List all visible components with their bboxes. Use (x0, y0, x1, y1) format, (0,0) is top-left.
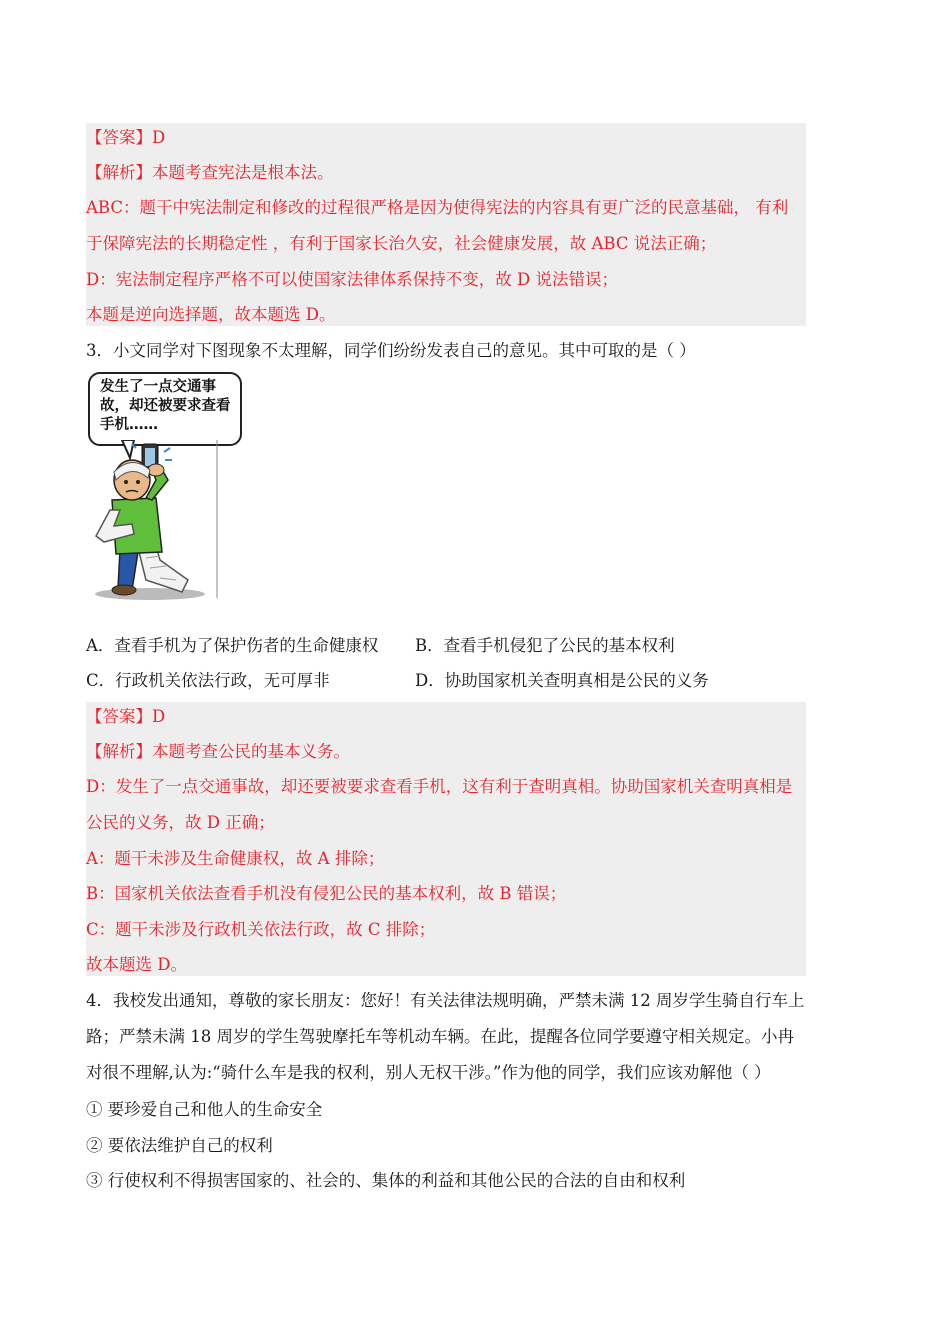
analysis-line: D：发生了一点交通事故，却还要被要求查看手机，这有利于查明真相。协助国家机关查明真相是 (86, 777, 793, 796)
analysis-line: D：宪法制定程序严格不可以使国家法律体系保持不变，故 D 说法错误； (86, 270, 618, 289)
answer-label: 【答案】D (86, 707, 166, 726)
question-stem: 对很不理解,认为:“骑什么车是我的权利，别人无权干涉。”作为他的同学，我们应该劝解他（ ） (86, 1063, 771, 1082)
answer-label: 【答案】D (86, 128, 166, 147)
question-stem: 4．我校发出通知，尊敬的家长朋友：您好！有关法律法规明确，严禁未满 12 周岁学生骑自行车上 (86, 991, 805, 1010)
statement-item: ② 要依法维护自己的权利 (86, 1136, 273, 1155)
statement-item: ③ 行使权利不得损害国家的、社会的、集体的利益和其他公民的合法的自由和权利 (86, 1171, 686, 1190)
option-a: A．查看手机为了保护伤者的生命健康权 (86, 636, 379, 655)
question-stem: 3．小文同学对下图现象不太理解，同学们纷纷发表自己的意见。其中可取的是（ ） (86, 341, 696, 360)
statement-item: ① 要珍爱自己和他人的生命安全 (86, 1100, 323, 1119)
answer-box-q2 (86, 123, 806, 326)
analysis-line: 公民的义务，故 D 正确； (86, 813, 275, 832)
analysis-line: 本题是逆向选择题，故本题选 D。 (86, 305, 336, 324)
analysis-line: 于保障宪法的长期稳定性 ，有利于国家长治久安，社会健康发展，故 ABC 说法正确； (86, 234, 717, 253)
option-d: D．协助国家机关查明真相是公民的义务 (415, 671, 709, 690)
option-c: C．行政机关依法行政，无可厚非 (86, 671, 330, 690)
injured-man-illustration (90, 440, 225, 602)
question-stem: 路；严禁未满 18 周岁的学生驾驶摩托车等机动车辆。在此，提醒各位同学要遵守相关规定。小冉 (86, 1027, 794, 1046)
analysis-line: 故本题选 D。 (86, 955, 187, 974)
speech-bubble-text: 发生了一点交通事故，却还被要求查看手机…… (100, 379, 231, 433)
analysis-line: A：题干未涉及生命健康权，故 A 排除； (86, 849, 385, 868)
analysis-line: C：题干未涉及行政机关依法行政，故 C 排除； (86, 920, 436, 939)
analysis-title: 【解析】本题考查宪法是根本法。 (86, 163, 334, 182)
analysis-line: ABC：题干中宪法制定和修改的过程很严格是因为使得宪法的内容具有更广泛的民意基础， 有利 (86, 198, 789, 217)
analysis-title: 【解析】本题考查公民的基本义务。 (86, 742, 350, 761)
option-b: B．查看手机侵犯了公民的基本权利 (415, 636, 675, 655)
analysis-line: B：国家机关依法查看手机没有侵犯公民的基本权利，故 B 错误； (86, 884, 567, 903)
